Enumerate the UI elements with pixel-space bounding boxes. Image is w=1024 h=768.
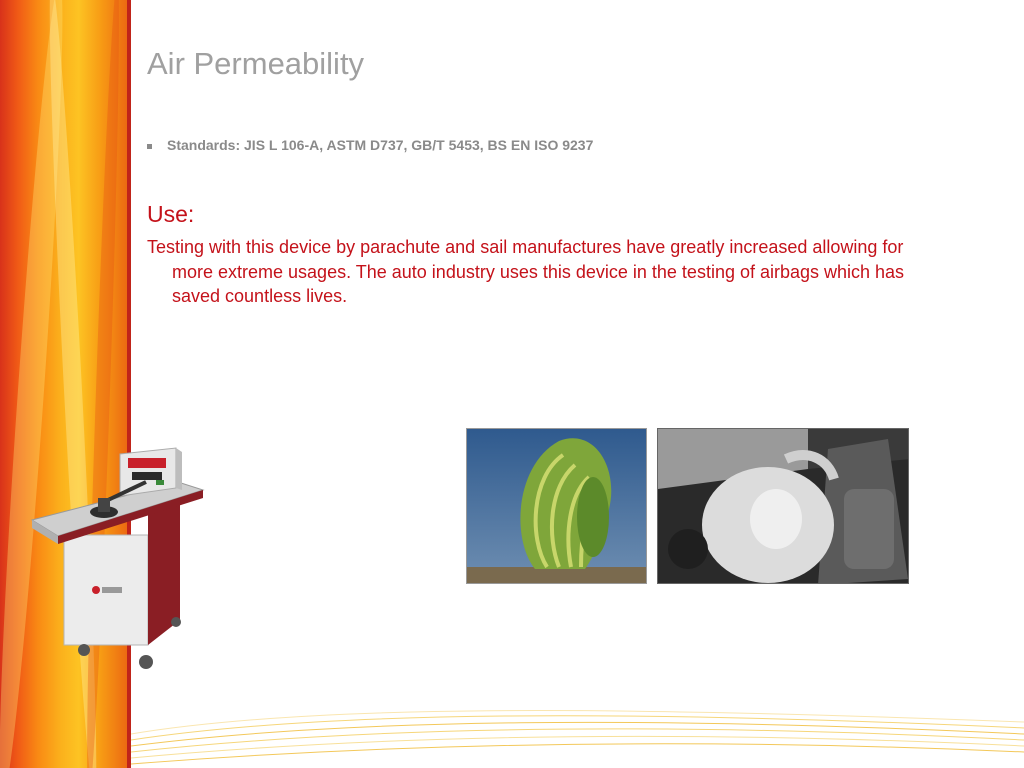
slide-title: Air Permeability: [147, 46, 365, 81]
use-paragraph: Testing with this device by parachute and sail manufactures have greatly increased allowing for more extreme usages. The auto industry uses this device in the testing of airbags which has saved countless lives.: [147, 237, 905, 306]
standards-text: Standards: JIS L 106-A, ASTM D737, GB/T 5453, BS EN ISO 9237: [167, 137, 594, 153]
use-heading: Use:: [147, 201, 195, 227]
sdl-atlas-logo: [102, 587, 122, 593]
square-bullet-icon: [147, 144, 152, 149]
parachute-photo: [466, 428, 647, 584]
decorative-wave-lines: [131, 700, 1024, 768]
airbag-photo: [657, 428, 909, 584]
standards-bullet: [147, 137, 593, 153]
air-permeability-tester-image: [28, 440, 208, 676]
